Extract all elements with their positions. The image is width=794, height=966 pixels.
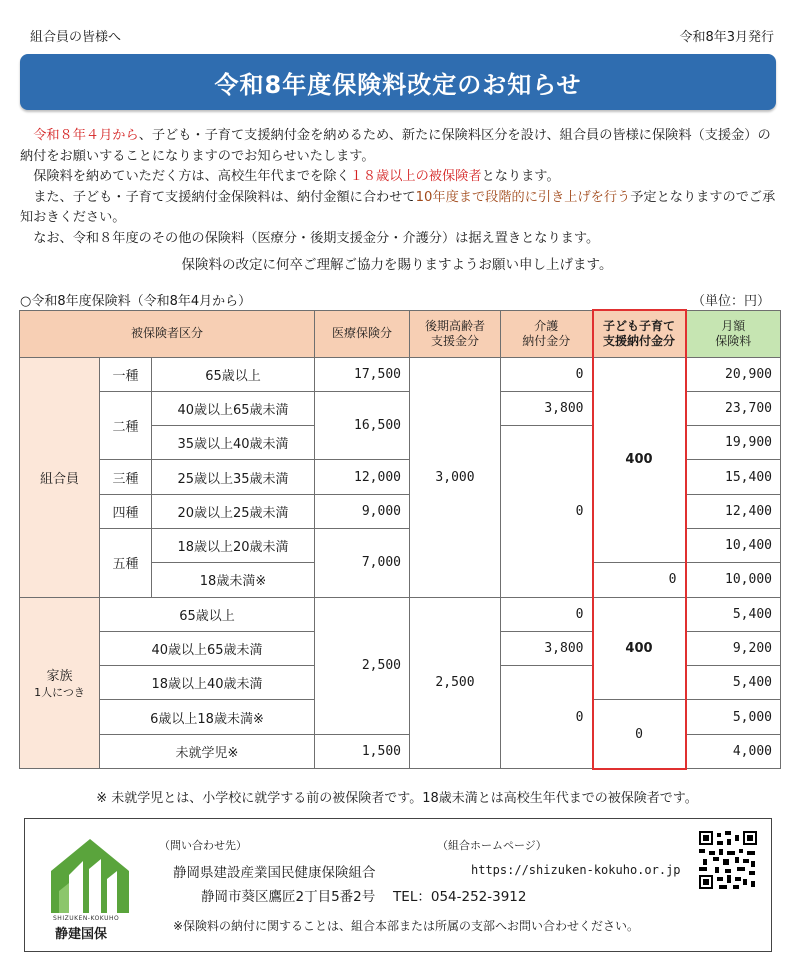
header-monthly-line1: 月額 bbox=[721, 318, 746, 333]
intro-p4-text: なお、令和８年度のその他の保険料（医療分・後期支援金分・介護分）は据え置きとなります。 bbox=[33, 230, 600, 246]
table-row bbox=[20, 357, 781, 391]
care-value: 3,800 bbox=[501, 631, 593, 665]
age-label: 18歳以上20歳未満 bbox=[152, 528, 315, 562]
age-label: 18歳未満※ bbox=[152, 563, 315, 597]
care-value: 0 bbox=[501, 597, 593, 631]
kodomo-value-family-minor: 0 bbox=[593, 700, 686, 769]
medical-value: 7,000 bbox=[315, 528, 410, 597]
header-medical: 医療保険分 bbox=[315, 310, 410, 357]
medical-value: 1,500 bbox=[315, 734, 410, 768]
inquiry-label: （問い合わせ先） bbox=[159, 839, 247, 852]
homepage-link[interactable]: https://shizuken-kokuho.or.jp bbox=[471, 863, 681, 877]
age-label: 未就学児※ bbox=[100, 734, 315, 768]
homepage-label: （組合ホームページ） bbox=[437, 839, 547, 852]
table-row bbox=[20, 597, 781, 631]
monthly-value: 4,000 bbox=[686, 734, 781, 768]
elderly-value-family: 2,500 bbox=[410, 597, 501, 768]
type-label: 三種 bbox=[100, 460, 152, 494]
intro-highlight-april: 令和８年４月から bbox=[33, 128, 139, 143]
intro-paragraph-2 bbox=[20, 167, 776, 188]
header-kodomo-line2: 支援納付金分 bbox=[602, 333, 675, 348]
type-label: 一種 bbox=[100, 357, 152, 391]
type-label: 二種 bbox=[100, 391, 152, 460]
monthly-value: 15,400 bbox=[686, 460, 781, 494]
header-care-line1: 介護 bbox=[534, 318, 559, 333]
care-value: 3,800 bbox=[501, 391, 593, 425]
intro-paragraph-4 bbox=[20, 229, 776, 250]
title-banner bbox=[20, 54, 776, 110]
header-monthly-line2: 保険料 bbox=[715, 333, 752, 348]
logo-caption-en: SHIZUKEN-KOKUHO bbox=[53, 915, 120, 922]
age-label: 35歳以上40歳未満 bbox=[152, 426, 315, 460]
age-label: 25歳以上35歳未満 bbox=[152, 460, 315, 494]
monthly-value: 5,400 bbox=[686, 597, 781, 631]
family-label: 家族 bbox=[46, 669, 73, 685]
kodomo-value-m5b: 0 bbox=[593, 563, 686, 597]
header-kodomo-line1: 子ども子育て bbox=[602, 318, 675, 333]
monthly-value: 12,400 bbox=[686, 494, 781, 528]
header-care-line2: 納付金分 bbox=[522, 333, 571, 348]
monthly-value: 5,000 bbox=[686, 700, 781, 734]
kodomo-value-family: 400 bbox=[593, 597, 686, 700]
logo-caption-jp: 静建国保 bbox=[55, 927, 108, 942]
intro-text bbox=[20, 126, 776, 249]
monthly-value: 20,900 bbox=[686, 357, 781, 391]
header-elderly-line1: 後期高齢者 bbox=[424, 318, 485, 333]
medical-value: 16,500 bbox=[315, 391, 410, 460]
footnote: ※ 未就学児とは、小学校に就学する前の被保険者です。18歳未満とは高校生年代までの被保険者です。 bbox=[96, 791, 698, 806]
contact-note: ※保険料の納付に関することは、組合本部または所属の支部へお問い合わせください。 bbox=[173, 919, 640, 933]
contact-box bbox=[24, 818, 772, 952]
monthly-value: 10,000 bbox=[686, 563, 781, 597]
intro-p1-text: 、子ども・子育て支援納付金を納めるため、新たに保険料区分を設け、組合員の皆様に保険料（支援金）の納付をお願いすることになりますのでお知らせいたします。 bbox=[20, 128, 771, 164]
type-label: 五種 bbox=[100, 528, 152, 597]
page-title: 令和8年度保険料改定のお知らせ bbox=[214, 70, 582, 99]
header-monthly bbox=[686, 310, 781, 357]
intro-highlight-18: １８歳以上の被保険者 bbox=[349, 169, 482, 184]
intro-p3-post: 予定となりますのでご承知おきください。 bbox=[20, 189, 776, 225]
premium-table bbox=[19, 309, 781, 770]
care-value: 0 bbox=[501, 666, 593, 769]
medical-value: 9,000 bbox=[315, 494, 410, 528]
monthly-value: 19,900 bbox=[686, 426, 781, 460]
table-header-row bbox=[20, 310, 781, 357]
intro-p3-pre: また、子ども・子育て支援納付金保険料は、納付金額に合わせて bbox=[33, 189, 416, 205]
table-unit: （単位：円） bbox=[691, 294, 770, 309]
medical-value: 17,500 bbox=[315, 357, 410, 391]
member-category: 組合員 bbox=[20, 357, 100, 597]
intro-paragraph-3 bbox=[20, 188, 776, 229]
monthly-value: 9,200 bbox=[686, 631, 781, 665]
monthly-value: 23,700 bbox=[686, 391, 781, 425]
type-label: 四種 bbox=[100, 494, 152, 528]
medical-value: 12,000 bbox=[315, 460, 410, 494]
header-kodomo bbox=[593, 310, 686, 357]
monthly-value: 10,400 bbox=[686, 528, 781, 562]
header-elderly-line2: 支援金分 bbox=[430, 333, 479, 348]
thanks-message: 保険料の改定に何卒ご理解ご協力を賜りますようお願い申し上げます。 bbox=[181, 257, 613, 273]
family-category bbox=[20, 597, 100, 768]
elderly-value-member: 3,000 bbox=[410, 357, 501, 597]
table-caption: ○令和8年度保険料（令和8年4月から） bbox=[20, 294, 252, 309]
age-label: 65歳以上 bbox=[100, 597, 315, 631]
family-sub-label: 1人につき bbox=[34, 686, 85, 700]
age-label: 20歳以上25歳未満 bbox=[152, 494, 315, 528]
header-care bbox=[501, 310, 593, 357]
age-label: 6歳以上18歳未満※ bbox=[100, 700, 315, 734]
age-label: 18歳以上40歳未満 bbox=[100, 666, 315, 700]
intro-p2-post: となります。 bbox=[481, 169, 560, 184]
care-value: 0 bbox=[501, 357, 593, 391]
qr-code-icon[interactable] bbox=[699, 831, 757, 889]
header-elderly bbox=[410, 310, 501, 357]
intro-highlight-stepwise: 10年度まで段階的に引き上げを行う bbox=[415, 189, 631, 205]
addressee: 組合員の皆様へ bbox=[30, 30, 122, 45]
organization-logo-icon bbox=[45, 835, 135, 915]
medical-value: 2,500 bbox=[315, 597, 410, 734]
organization-name: 静岡県建設産業国民健康保険組合 bbox=[173, 865, 376, 881]
care-value: 0 bbox=[501, 426, 593, 597]
age-label: 40歳以上65歳未満 bbox=[100, 631, 315, 665]
kodomo-value-member: 400 bbox=[593, 357, 686, 563]
intro-p2-pre: 保険料を納めていただく方は、高校生年代までを除く bbox=[33, 169, 350, 184]
contact-address: 静岡市葵区鷹匠2丁目5番2号 TEL：054-252-3912 bbox=[201, 889, 527, 905]
issue-date: 令和8年3月発行 bbox=[679, 30, 774, 45]
age-label: 40歳以上65歳未満 bbox=[152, 391, 315, 425]
monthly-value: 5,400 bbox=[686, 666, 781, 700]
age-label: 65歳以上 bbox=[152, 357, 315, 391]
header-category: 被保険者区分 bbox=[20, 310, 315, 357]
intro-paragraph-1 bbox=[20, 126, 776, 167]
